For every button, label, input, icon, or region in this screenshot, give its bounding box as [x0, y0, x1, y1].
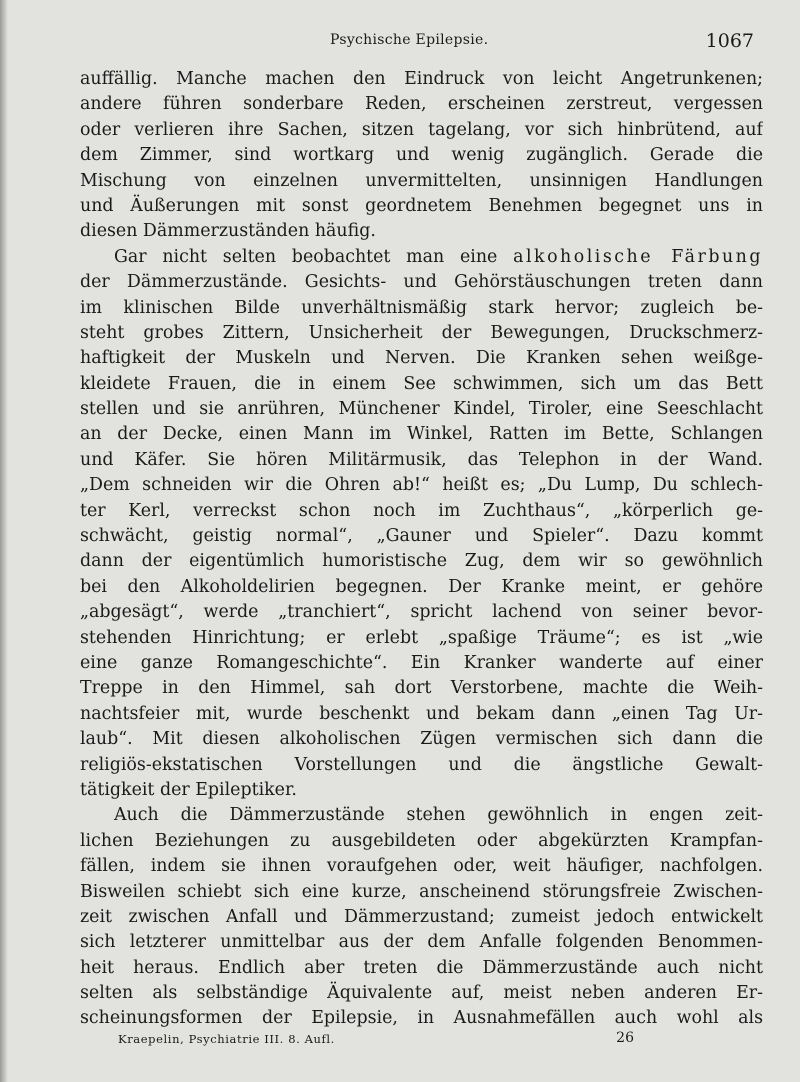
text-line: der Dämmerzustände. Gesichts- und Gehörstäuschungen treten dann — [80, 272, 763, 293]
text-line: selten als selbständige Äquivalente auf, meist neben anderen Er- — [80, 983, 763, 1004]
text-line: dem Zimmer, sind wortkarg und wenig zugänglich. Gerade die — [80, 145, 763, 166]
text-line: laub“. Mit diesen alkoholischen Zügen vermischen sich dann die — [80, 729, 763, 750]
text-line: religiös-ekstatischen Vorstellungen und die ängstliche Gewalt- — [80, 754, 763, 775]
text-line: heit heraus. Endlich aber treten die Dämmerzustände auch nicht — [80, 957, 763, 978]
text-line: diesen Dämmerzuständen häufig. — [80, 221, 376, 242]
text-line: zeit zwischen Anfall und Dämmerzustand; zumeist jedoch entwickelt — [80, 906, 763, 927]
text-line: sich letzterer unmittelbar aus der dem Anfalle folgenden Benommen- — [80, 932, 763, 953]
text-line: fällen, indem sie ihnen voraufgehen oder, weit häufiger, nachfolgen. — [80, 856, 763, 877]
running-header — [80, 30, 762, 56]
text-line: auffällig. Manche machen den Eindruck von leicht Angetrunkenen; — [80, 69, 763, 89]
text-line: steht grobes Zittern, Unsicherheit der Bewegungen, Druckschmerz- — [80, 322, 763, 343]
text-line: und Äußerungen mit sonst geordnetem Benehmen begegnet uns in — [80, 195, 763, 216]
text-line: scheinungsformen der Epilepsie, in Ausnahmefällen auch wohl als — [80, 1008, 763, 1029]
text-line: schwächt, geistig normal“, „Gauner und Spieler“. Dazu kommt — [80, 526, 763, 547]
text-line: stellen und sie anrühren, Münchener Kindel, Tiroler, eine Seeschlacht — [80, 399, 763, 420]
emphasis-spaced: alkoholische Färbung — [513, 246, 763, 267]
text-line: Auch die Dämmerzustände stehen gewöhnlich in engen zeit- — [114, 805, 763, 826]
text-line: haftigkeit der Muskeln und Nerven. Die Kranken sehen weißge- — [80, 348, 763, 369]
text-line: eine ganze Romangeschichte“. Ein Kranker wanderte auf einer — [80, 652, 763, 673]
page-footer — [118, 1030, 720, 1050]
text-line: im klinischen Bilde unverhältnismäßig stark hervor; zugleich be- — [80, 297, 763, 318]
running-title: Psychische Epilepsie. — [330, 32, 489, 48]
text-line: oder verlieren ihre Sachen, sitzen tagelang, vor sich hinbrütend, auf — [80, 119, 763, 140]
page-number: 1067 — [705, 30, 754, 52]
text-line: Treppe in den Himmel, sah dort Verstorbene, machte die Weih- — [80, 678, 763, 699]
text-line: dann der eigentümlich humoristische Zug, dem wir so gewöhnlich — [80, 551, 763, 572]
text-line: Bisweilen schiebt sich eine kurze, anscheinend störungsfreie Zwischen- — [80, 881, 763, 902]
body-text — [80, 67, 763, 1032]
text-line: „Dem schneiden wir die Ohren ab!“ heißt es; „Du Lump, Du schlech- — [80, 475, 763, 496]
text-line — [80, 245, 763, 270]
text-line: an der Decke, einen Mann im Winkel, Ratten im Bette, Schlangen — [80, 424, 763, 445]
page-edge-shadow — [0, 0, 8, 1082]
paragraph-1 — [80, 67, 763, 245]
signature-mark: 26 — [616, 1030, 634, 1046]
text-line: bei den Alkoholdelirien begegnen. Der Kranke meint, er gehöre — [80, 576, 763, 597]
text-line: nachtsfeier mit, wurde beschenkt und bekam dann „einen Tag Ur- — [80, 703, 763, 724]
text-line: kleidete Frauen, die in einem See schwimmen, sich um das Bett — [80, 373, 763, 394]
paragraph-2 — [80, 245, 763, 804]
text-line: lichen Beziehungen zu ausgebildeten oder abgekürzten Krampfan- — [80, 830, 763, 851]
text-line: Mischung von einzelnen unvermittelten, unsinnigen Handlungen — [80, 170, 763, 191]
text-line: „abgesägt“, werde „tranchiert“, spricht lachend von seiner bevor- — [80, 602, 763, 623]
text-line: und Käfer. Sie hören Militärmusik, das Telephon in der Wand. — [80, 449, 763, 470]
text-line: tätigkeit der Epileptiker. — [80, 779, 297, 800]
footer-citation: Kraepelin, Psychiatrie III. 8. Aufl. — [118, 1032, 335, 1046]
text-run: Gar nicht selten beobachtet man eine — [114, 246, 514, 267]
text-line: ter Kerl, verreckst schon noch im Zuchthaus“, „körperlich ge- — [80, 500, 763, 521]
text-line: andere führen sonderbare Reden, erscheinen zerstreut, vergessen — [80, 94, 763, 115]
paragraph-3 — [80, 803, 763, 1032]
text-line: stehenden Hinrichtung; er erlebt „spaßige Träume“; es ist „wie — [80, 627, 763, 648]
